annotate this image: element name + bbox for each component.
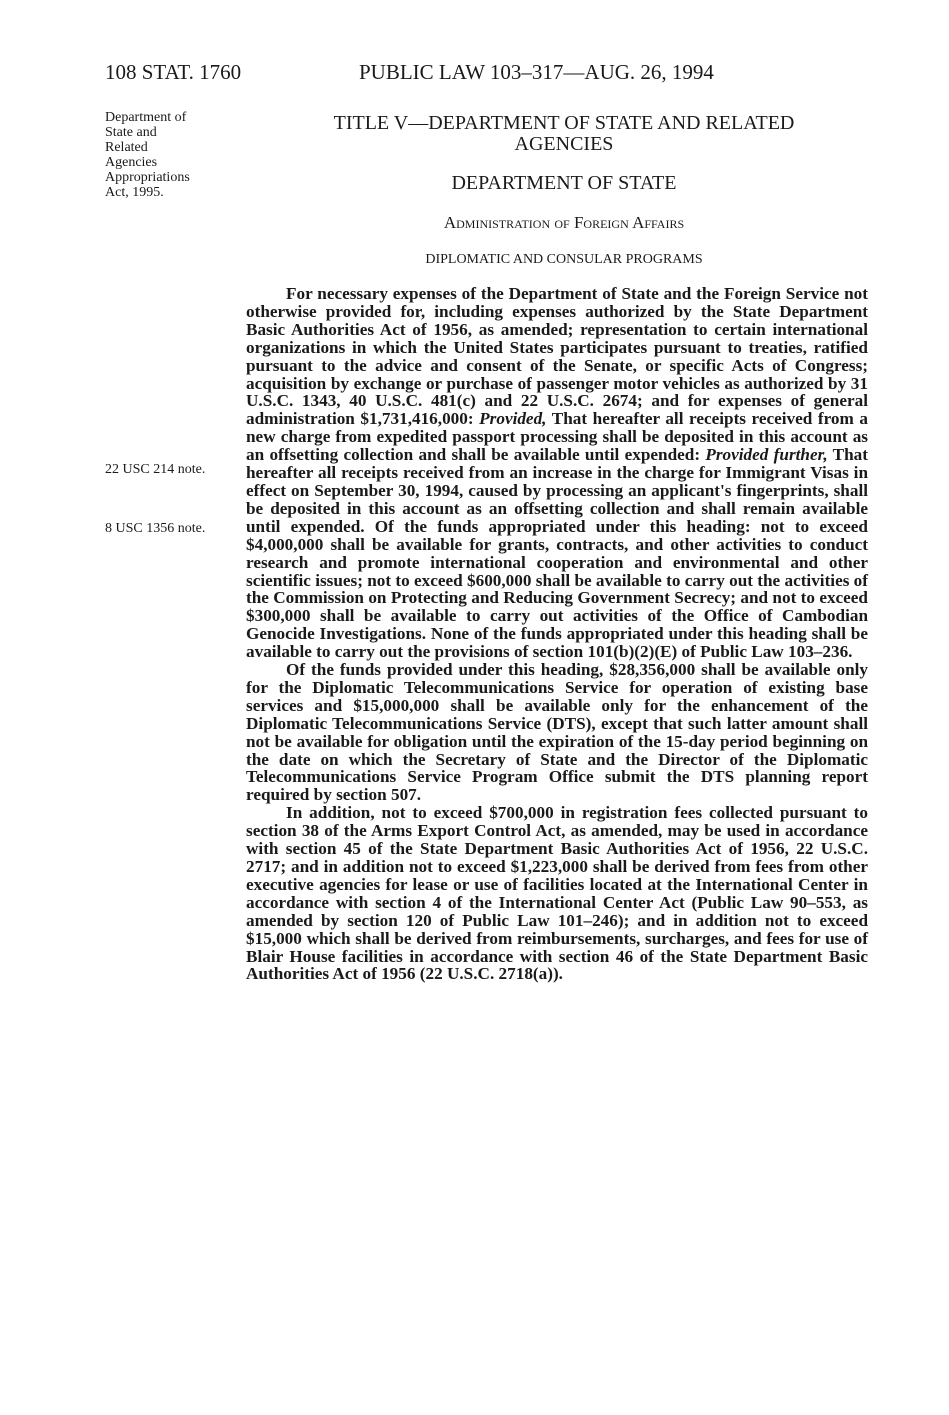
department-heading: DEPARTMENT OF STATE (451, 172, 677, 194)
title-heading-line-1: TITLE V—DEPARTMENT OF STATE AND RELATED (333, 112, 795, 134)
page-header (105, 60, 865, 90)
paragraph-3: In addition, not to exceed $700,000 in registration fees collected pursuant to section 38 of the Arms Export Control Act, as amended, may be used in accordance with section 45 of the State Department Basic Authorities Act of 1956, 22 U.S.C. 2717; and in addition not to exceed $1,223,000 shall be derived from fees from other executive agencies for lease or use of facilities located at the International Center in accordance with section 4 of the International Center Act (Public Law 90–553, as amended by section 120 of Public Law 101–246); and in addition not to exceed $15,000 which shall be derived from reimbursements, surcharges, and fees for use of Blair House facilities in accordance with section 46 of the State Department Basic Authorities Act of 1956 (22 U.S.C. 2718(a)). (246, 803, 868, 984)
paragraph-2: Of the funds provided under this heading, $28,356,000 shall be available only for the Diplomatic Telecommunications Service for operation of existing base services and $15,000,000 shall be available only for the enhancement of the Diplomatic Telecommunications Service (DTS), except that such latter amount shall not be available for obligation until the expiration of the 15-day period beginning on the date on which the Secretary of State and the Director of the Diplomatic Telecommunications Service Program Office submit the DTS planning report required by section 507. (246, 660, 868, 805)
margin-title-line: Agencies (105, 155, 158, 170)
statute-page-number: 108 STAT. 1760 (105, 60, 242, 84)
margin-title-line: Act, 1995. (105, 185, 164, 200)
proviso-provided-further: Provided further, (705, 445, 828, 465)
paragraph-1-part-3: That hereafter all receipts received from an increase in the charge for Immigrant Visas in effect on September 30, 1994, caused by processing an applicant's fingerprints, shall be deposited in this account as an offsetting collection and shall remain available until expended. Of the funds appropriated under this heading: not to exceed $4,000,000 shall be available for grants, contracts, and other activities to conduct research and promote international cooperation and environmental and other scientific issues; not to exceed $600,000 shall be available to carry out the activities of the Commission on Protecting and Reducing Government Secrecy; and not to exceed $300,000 shall be available to carry out activities of the Office of Cambodian Genocide Investigations. None of the funds appropriated under this heading shall be available to carry out the provisions of section 101(b)(2)(E) of Public Law 103–236. (246, 445, 868, 662)
margin-title-line: Appropriations (105, 170, 190, 185)
programs-heading: DIPLOMATIC AND CONSULAR PROGRAMS (425, 252, 703, 267)
title-heading (246, 113, 882, 155)
margin-title-line: State and (105, 125, 157, 140)
title-heading-line-2: AGENCIES (514, 133, 614, 155)
proviso-provided: Provided, (479, 409, 547, 429)
margin-note-usc-214: 22 USC 214 note. (105, 462, 206, 477)
margin-note-act-title (105, 110, 235, 200)
body-text (246, 285, 868, 983)
administration-heading: Administration of Foreign Affairs (443, 213, 685, 232)
margin-title-line: Department of (105, 110, 187, 125)
public-law-citation: PUBLIC LAW 103–317—AUG. 26, 1994 (359, 60, 714, 84)
paragraph-1 (246, 285, 868, 661)
margin-note-usc-1356: 8 USC 1356 note. (105, 521, 206, 536)
paragraph-1-part-2: That hereafter all receipts received from a new charge from expedited passport processing shall be deposited in this account as an offsetting collection and shall be available until expended: (246, 409, 868, 465)
paragraph-1-part-1: For necessary expenses of the Department of State and the Foreign Service not otherwise provided for, including expenses authorized by the State Department Basic Authorities Act of 1956, as amended; representation to certain international organizations in which the United States participates pursuant to treaties, ratified pursuant to the advice and consent of the Senate, or specific Acts of Congress; acquisition by exchange or purchase of passenger motor vehicles as authorized by 31 U.S.C. 1343, 40 U.S.C. 481(c) and 22 U.S.C. 2674; and for expenses of general administration $1,731,416,000: (246, 284, 868, 429)
margin-title-line: Related (105, 140, 148, 155)
